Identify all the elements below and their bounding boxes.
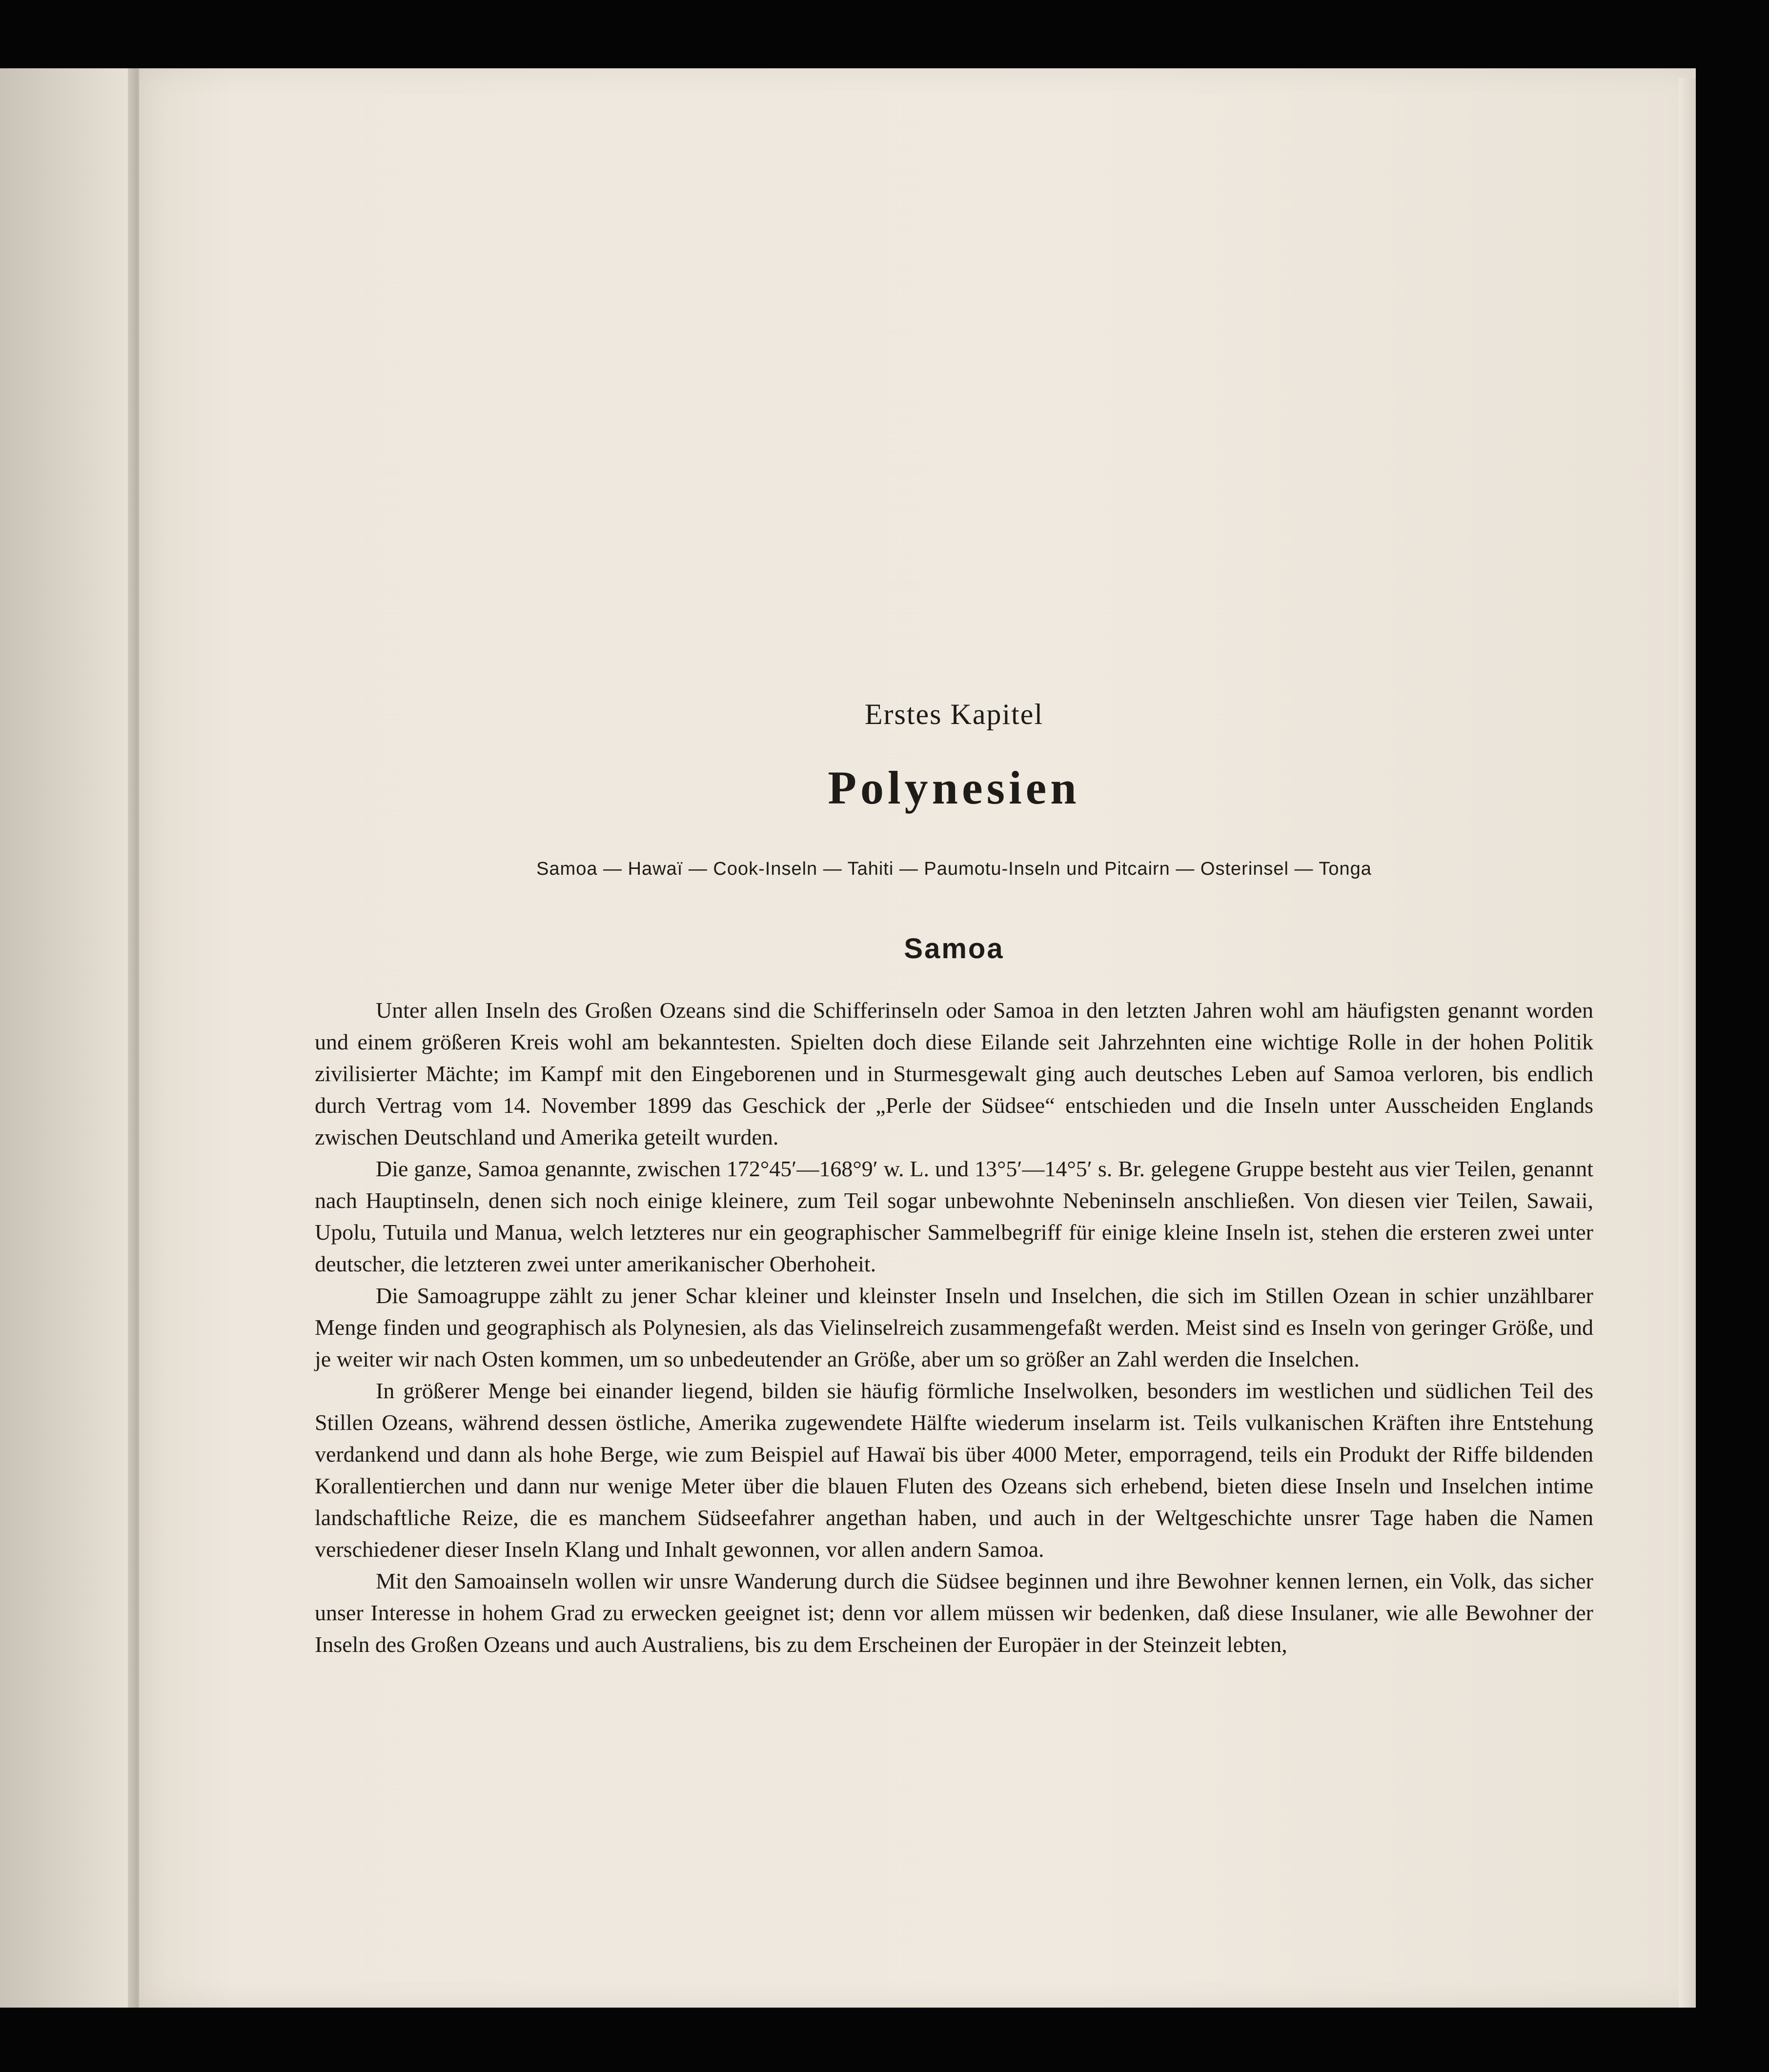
section-heading: Samoa [904, 933, 1004, 965]
body-paragraph: Die ganze, Samoa genannte, zwischen 172°45′—168°9′ w. L. und 13°5′—14°5′ s. Br. gelegene Gruppe besteht aus vier Teilen, genannt nach Hauptinseln, denen sich noch einige kleinere, zum Teil sogar unbewohnte Nebeninseln anschließen. Von diesen vier Teilen, Sawaii, Upolu, Tutuila und Manua, welch letzteres nur ein geographischer Sammelbegriff für einige kleine Inseln ist, stehen die ersteren zwei unter deutscher, die letzteren zwei unter amerikanischer Oberhoheit. [315, 1156, 1593, 1276]
body-paragraph: Mit den Samoainseln wollen wir unsre Wanderung durch die Südsee beginnen und ihre Bewohner kennen lernen, ein Volk, das sicher unser Interesse in hohem Grad zu erwecken geeignet ist; denn vor allem müssen wir bedenken, daß diese Insulaner, wie alle Bewohner der Inseln des Großen Ozeans und auch Australiens, bis zu dem Erscheinen der Europäer in der Steinzeit lebten, [315, 1569, 1593, 1657]
book-page [139, 68, 1696, 2008]
chapter-subtitle: Samoa — Hawaï — Cook-Inseln — Tahiti — Paumotu-Inseln und Pitcairn — Osterinsel — Tonga [536, 859, 1372, 879]
page-content [315, 698, 1593, 1660]
chapter-title: Polynesien [828, 762, 1080, 814]
body-paragraph: Unter allen Inseln des Großen Ozeans sind die Schifferinseln oder Samoa in den letzten Jahren wohl am häufigsten genannt worden und einem größeren Kreis wohl am bekanntesten. Spielten doch diese Eilande seit Jahrzehnten eine wichtige Rolle in der hohen Politik zivilisierter Mächte; im Kampf mit den Eingeborenen und in Sturmesgewalt ging auch deutsches Leben auf Samoa verloren, bis endlich durch Vertrag vom 14. November 1899 das Geschick der „Perle der Südsee“ entschieden und die Inseln unter Ausscheiden Englands zwischen Deutschland und Amerika geteilt wurden. [315, 998, 1593, 1149]
page-edge [1679, 78, 1696, 2008]
left-page [0, 68, 139, 2008]
chapter-label: Erstes Kapitel [864, 698, 1044, 730]
body-paragraph: In größerer Menge bei einander liegend, bilden sie häufig förmliche Inselwolken, besonders im westlichen und südlichen Teil des Stillen Ozeans, während dessen östliche, Amerika zugewendete Hälfte wiederum inselarm ist. Teils vulkanischen Kräften ihre Entstehung verdankend und dann als hohe Berge, wie zum Beispiel auf Hawaï bis über 4000 Meter, emporragend, teils ein Produkt der Riffe bildenden Korallentierchen und dann nur wenige Meter über die blauen Fluten des Ozeans sich erhebend, bieten diese Inseln und Inselchen intime landschaftliche Reize, die es manchem Südseefahrer angethan haben, und auch in der Weltgeschichte unsrer Tage haben die Namen verschiedener dieser Inseln Klang und Inhalt gewonnen, vor allen andern Samoa. [315, 1378, 1593, 1562]
body-paragraph: Die Samoagruppe zählt zu jener Schar kleiner und kleinster Inseln und Inselchen, die sich im Stillen Ozean in schier unzählbarer Menge finden und geographisch als Polynesien, als das Vielinselreich zusammengefaßt werden. Meist sind es Inseln von geringer Größe, und je weiter wir nach Osten kommen, um so unbedeutender an Größe, aber um so größer an Zahl werden die Inselchen. [315, 1283, 1593, 1371]
